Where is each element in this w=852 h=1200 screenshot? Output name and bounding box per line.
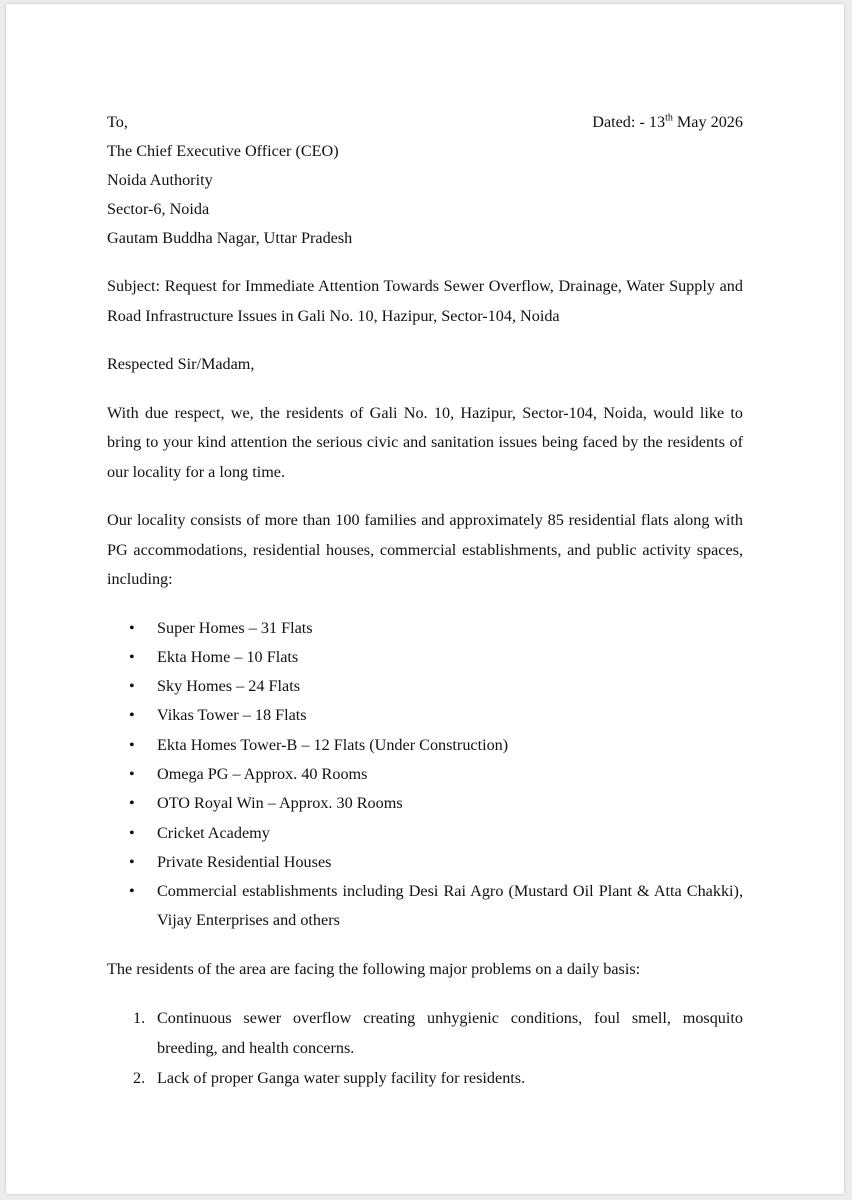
address-line: Sector-6, Noida: [107, 200, 210, 218]
address-line: Noida Authority: [107, 171, 213, 189]
list-item-text: Vikas Tower – 18 Flats: [157, 706, 307, 725]
list-item-text: Private Residential Houses: [157, 852, 332, 871]
list-item-text: Ekta Homes Tower-B – 12 Flats (Under Construction): [157, 735, 509, 754]
bullet-icon: •: [129, 618, 135, 637]
salutation: Respected Sir/Madam,: [107, 355, 255, 373]
list-item: [107, 643, 743, 672]
list-item: [107, 672, 743, 701]
problems-intro: The residents of the area are facing the following major problems on a daily basis:: [107, 959, 641, 978]
bullet-icon: •: [129, 794, 135, 813]
locality-paragraph: Our locality consists of more than 100 families and approximately 85 residential flats along with PG accommodations, residential houses, commercial establishments, and public activity spaces, including:: [107, 511, 743, 588]
item-number: 2.: [133, 1069, 146, 1088]
bullet-icon: •: [129, 882, 135, 901]
list-item-text: Commercial establishments including Desi Rai Agro (Mustard Oil Plant & Atta Chakki), Vijay Enterprises and others: [157, 882, 743, 930]
list-item: [107, 848, 743, 877]
subject-line: Subject: Request for Immediate Attention Towards Sewer Overflow, Drainage, Water Supply and Road Infrastructure Issues in Gali No. 10, Hazipur, Sector-104, Noida: [107, 277, 743, 325]
date-ordinal: th: [665, 112, 673, 124]
bullet-icon: •: [129, 677, 135, 696]
list-item: [107, 1063, 743, 1093]
list-item: [107, 614, 743, 643]
list-item-text: Cricket Academy: [157, 823, 270, 842]
list-item-text: Sky Homes – 24 Flats: [157, 677, 301, 696]
list-item: [107, 731, 743, 760]
recipient-address: [107, 137, 743, 253]
bullet-icon: •: [129, 735, 135, 754]
list-item: [107, 789, 743, 818]
list-item: [107, 1003, 743, 1063]
bullet-icon: •: [129, 647, 135, 666]
list-item-text: Super Homes – 31 Flats: [157, 618, 313, 637]
list-item-text: Lack of proper Ganga water supply facility for residents.: [157, 1069, 526, 1088]
item-number: 1.: [133, 1009, 146, 1028]
bullet-icon: •: [129, 764, 135, 783]
date-prefix: Dated: - 13: [592, 113, 666, 131]
list-item-text: Omega PG – Approx. 40 Rooms: [157, 764, 368, 783]
list-item-text: Ekta Home – 10 Flats: [157, 647, 299, 666]
letter-date: [592, 108, 743, 137]
letter-page: [6, 4, 844, 1194]
to-label: To,: [107, 113, 128, 131]
bullet-icon: •: [129, 823, 135, 842]
list-item: [107, 819, 743, 848]
list-item: [107, 877, 743, 936]
bullet-icon: •: [129, 852, 135, 871]
bullet-icon: •: [129, 706, 135, 725]
list-item: [107, 701, 743, 730]
address-line: Gautam Buddha Nagar, Uttar Pradesh: [107, 229, 353, 247]
problems-list: [107, 1003, 743, 1093]
intro-paragraph: With due respect, we, the residents of Gali No. 10, Hazipur, Sector-104, Noida, would like to bring to your kind attention the serious civic and sanitation issues being faced by the residents of our locality for a long time.: [107, 403, 743, 481]
list-item: [107, 760, 743, 789]
list-item-text: Continuous sewer overflow creating unhygienic conditions, foul smell, mosquito breeding, and health concerns.: [157, 1009, 743, 1058]
letter-header-row: [107, 108, 743, 137]
letter-body: [107, 108, 743, 1093]
date-suffix: May 2026: [672, 113, 743, 131]
address-line: The Chief Executive Officer (CEO): [107, 142, 339, 160]
list-item-text: OTO Royal Win – Approx. 30 Rooms: [157, 794, 403, 813]
locality-list: [107, 614, 743, 936]
